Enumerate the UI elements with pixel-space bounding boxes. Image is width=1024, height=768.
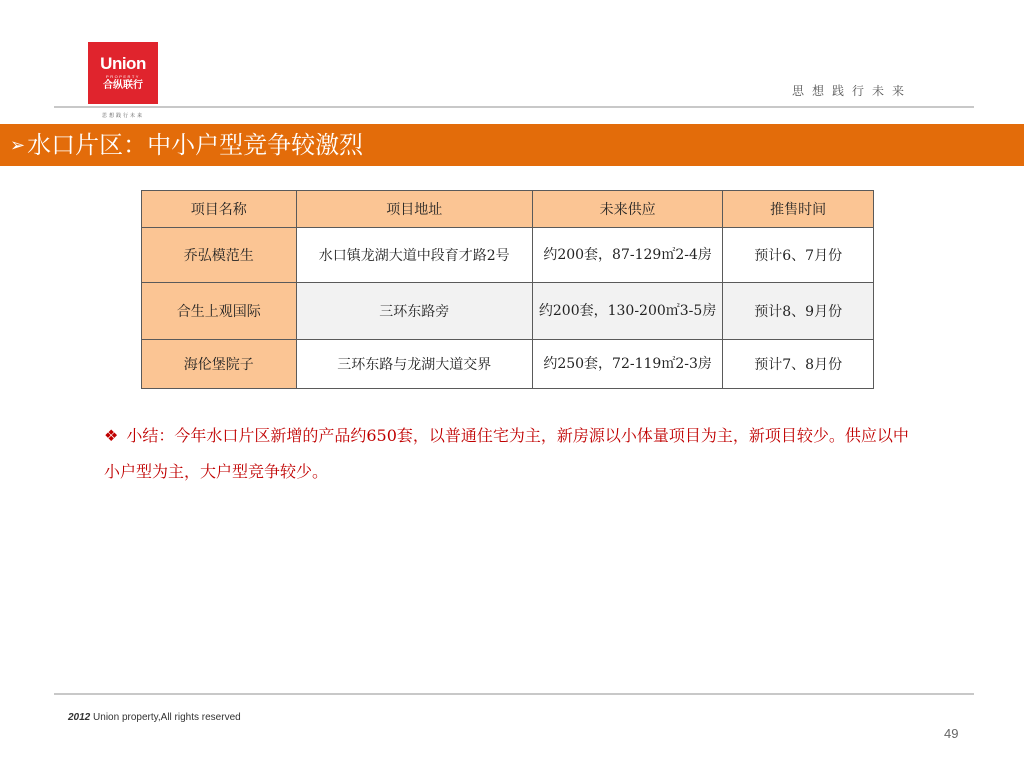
table-header-row — [142, 191, 874, 228]
company-logo — [88, 42, 158, 104]
project-supply-cell: 约200套，87-129㎡2-4房 — [532, 228, 723, 283]
column-header-name: 项目名称 — [142, 191, 297, 228]
project-launch-cell: 预计6、7月份 — [723, 228, 874, 283]
copyright-year: 2012 — [68, 712, 91, 723]
logo-wordmark: Union — [100, 54, 146, 73]
column-header-address: 项目地址 — [296, 191, 532, 228]
summary-paragraph — [104, 418, 924, 490]
project-name-cell: 合生上观国际 — [142, 283, 297, 340]
supply-table — [141, 190, 874, 389]
table-row — [142, 228, 874, 283]
diamond-bullet-icon: ❖ — [104, 426, 119, 445]
project-supply-cell: 约200套，130-200㎡3-5房 — [532, 283, 723, 340]
header-divider — [54, 106, 974, 108]
header-slogan: 思想践行未来 — [792, 84, 913, 98]
logo-tagline: 思想践行未来 — [101, 113, 144, 119]
page-number: 49 — [944, 726, 959, 741]
project-address-cell: 三环东路与龙湖大道交界 — [296, 340, 532, 389]
project-address-cell: 水口镇龙湖大道中段育才路2号 — [296, 228, 532, 283]
project-supply-cell: 约250套，72-119㎡2-3房 — [532, 340, 723, 389]
logo-chinese-name: 合纵联行 — [103, 80, 143, 91]
summary-text: 小结：今年水口片区新增的产品约650套，以普通住宅为主，新房源以小体量项目为主，新项目较少。供应以中小户型为主，大户型竞争较少。 — [104, 426, 909, 481]
footer-copyright — [68, 712, 241, 723]
project-name-cell: 乔弘模范生 — [142, 228, 297, 283]
table-row — [142, 340, 874, 389]
project-address-cell: 三环东路旁 — [296, 283, 532, 340]
project-launch-cell: 预计8、9月份 — [723, 283, 874, 340]
column-header-supply: 未来供应 — [532, 191, 723, 228]
table-row — [142, 283, 874, 340]
slide-title-bar — [0, 124, 1024, 166]
slide-title: 水口片区：中小户型竞争较激烈 — [27, 131, 364, 159]
copyright-text: Union property,All rights reserved — [93, 712, 241, 723]
project-launch-cell: 预计7、8月份 — [723, 340, 874, 389]
footer-divider — [54, 693, 974, 695]
arrow-bullet-icon: ➢ — [10, 135, 26, 156]
logo-property-text: PROPERTY — [106, 74, 140, 79]
project-name-cell: 海伦堡院子 — [142, 340, 297, 389]
column-header-launch: 推售时间 — [723, 191, 874, 228]
